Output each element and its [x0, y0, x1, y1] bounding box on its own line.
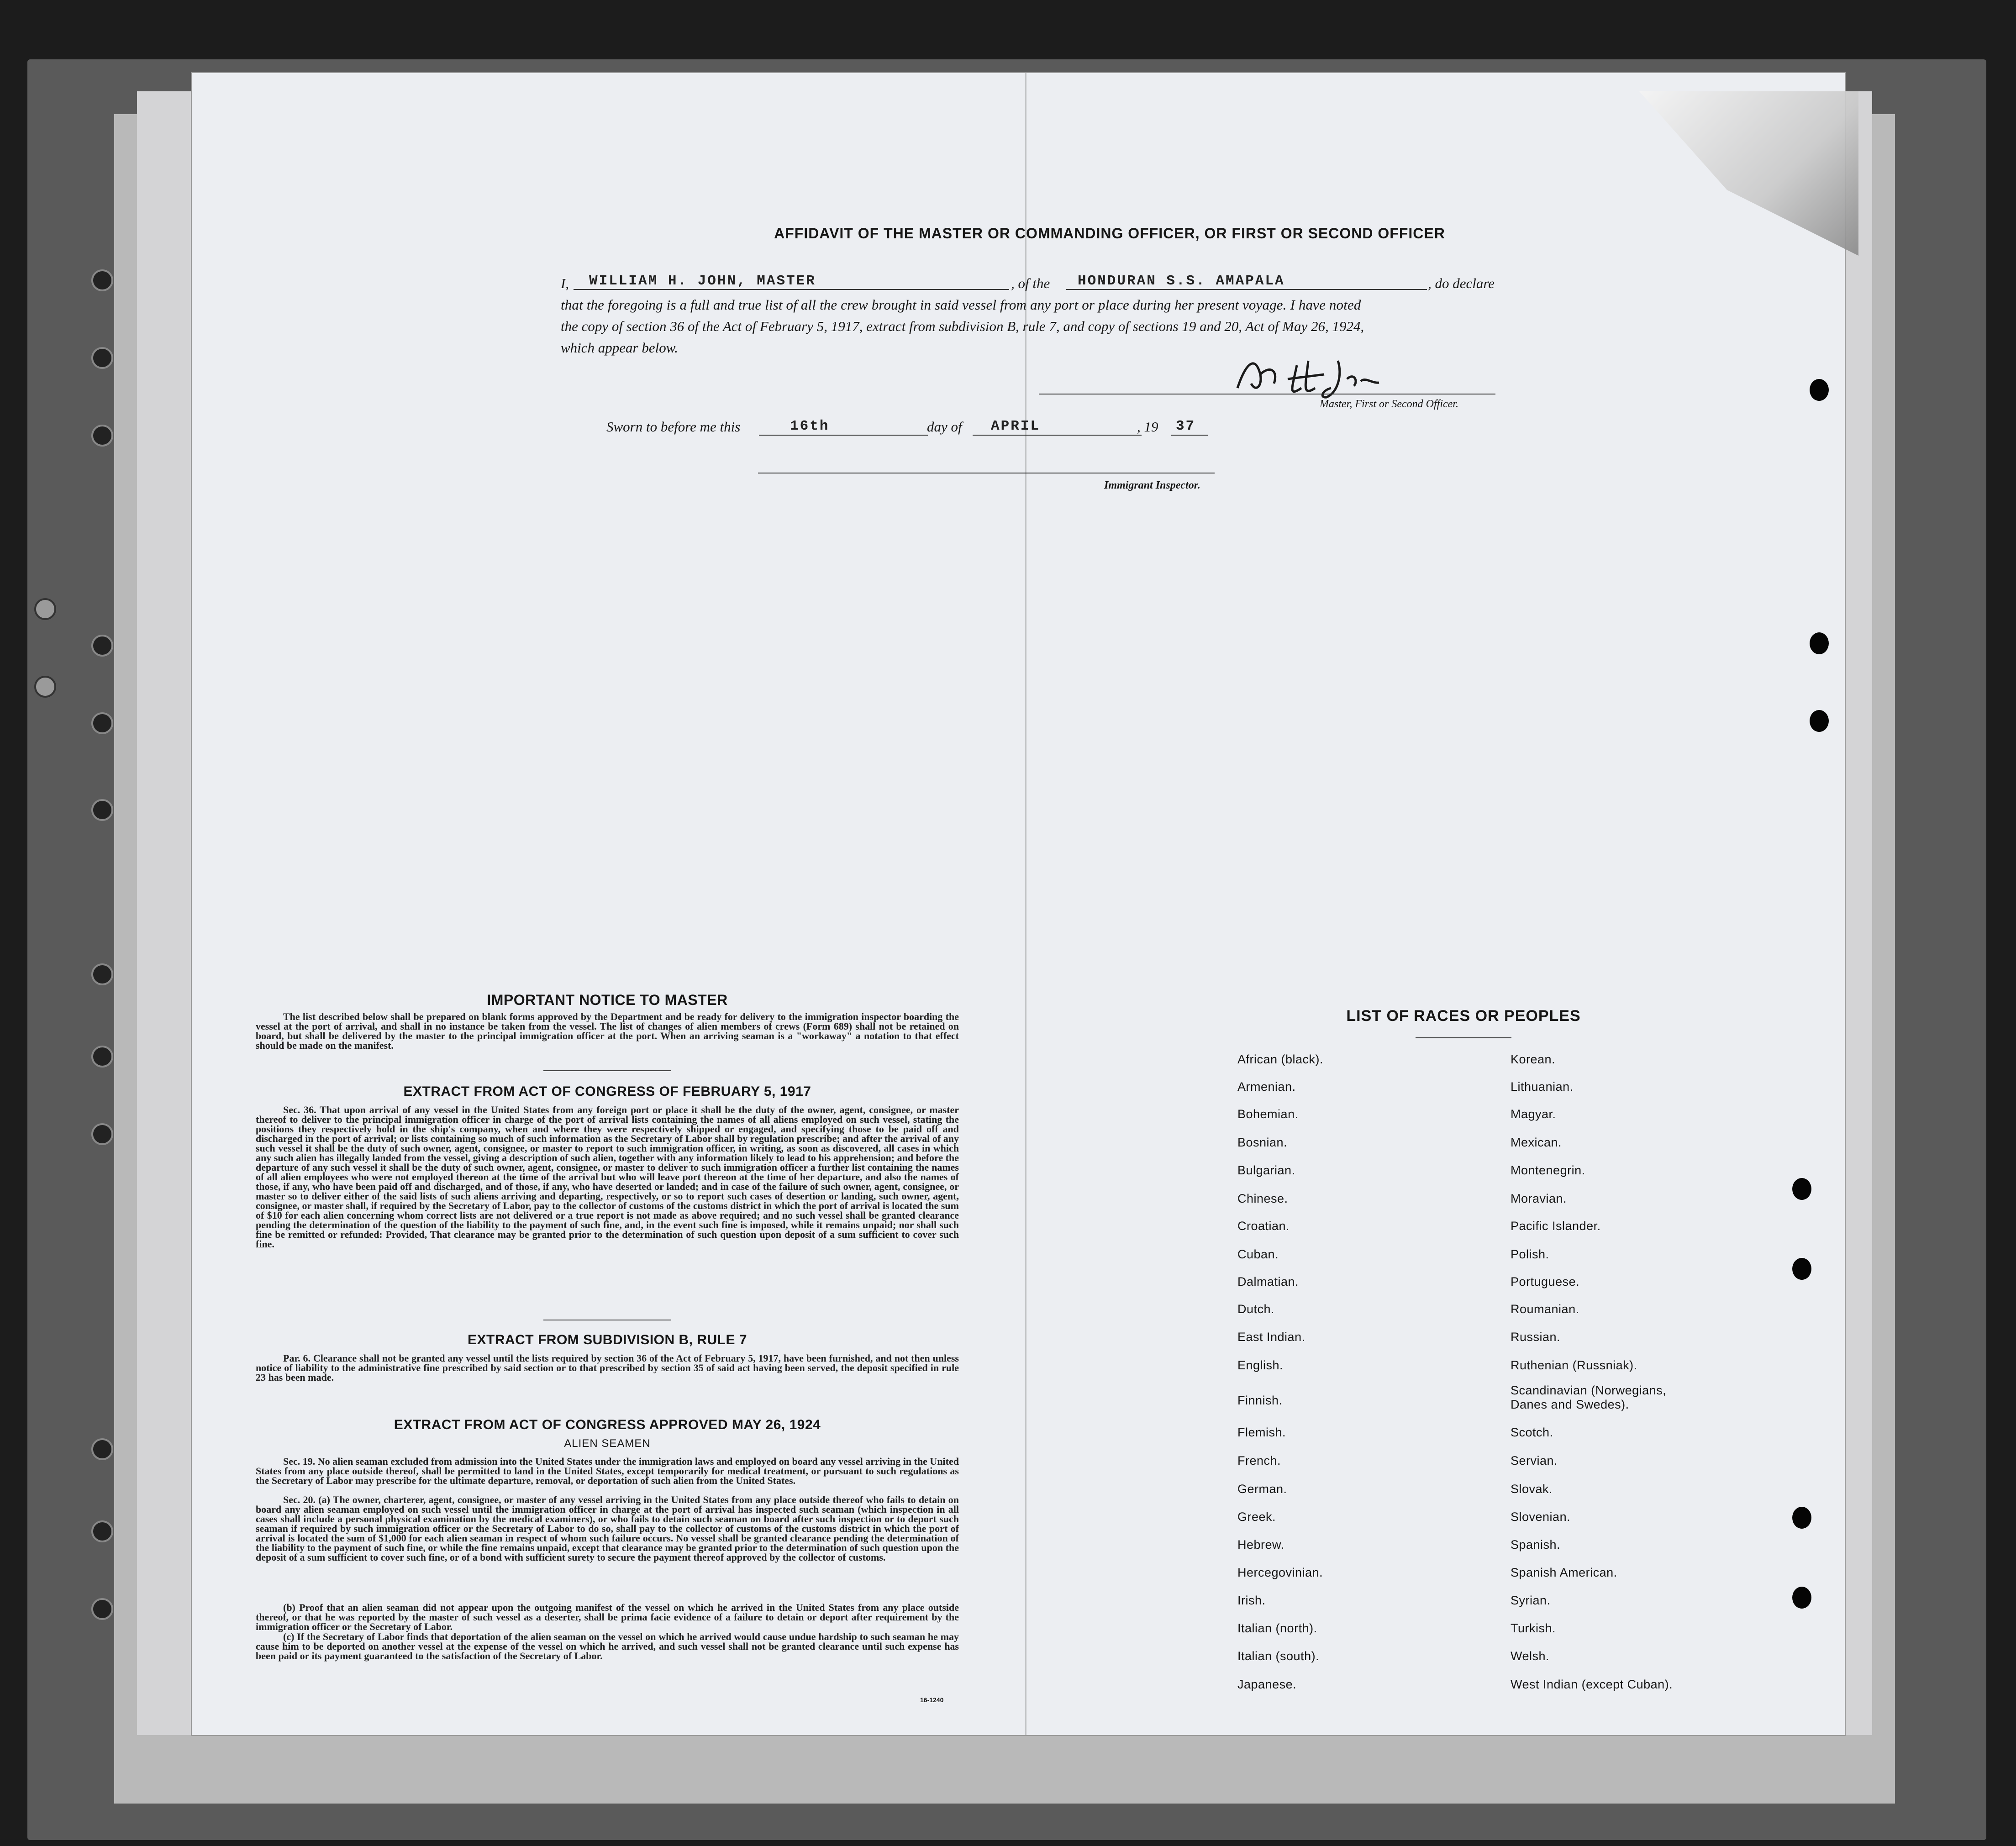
- race-item: Slovak.: [1511, 1482, 1553, 1496]
- race-item: Bulgarian.: [1237, 1163, 1295, 1177]
- race-item: Armenian.: [1237, 1080, 1296, 1094]
- race-item: Finnish.: [1237, 1394, 1283, 1407]
- section-36-text: Sec. 36. That upon arrival of any vessel in the United States from any foreign port or place it shall be the duty of the owner, agent, consignee, or master thereof to deliver to the principal immigration officer in charge of the port of arrival lists containing the names of all aliens employed on such vessel, stating the positions they respectively hold in the ship's company, when and where they were respectively shipped or engaged, and specifying those to be paid off and discharged in the port of arrival; or lists containing so much of such information as the Secretary of Labor shall by regulation prescribe; and after the arrival of any such vessel it shall be the duty of such owner, agent, consignee, or master to report to such immigration officer, in writing, as soon as discovered, all cases in which any such alien has illegally landed from the vessel, giving a description of such alien, together with any information likely to lead to his apprehension; and before the departure of any such vessel it shall be the duty of such owner, agent, consignee, or master to deliver to such immigration officer a further list containing the names of all alien employees who were not employed thereon at the time of the arrival but who will leave port thereon at the time of her departure, and also the names of those, if any, who have been paid off and discharged, and of those, if any, who have deserted or landed; and in case of the failure of such owner, agent, consignee, or master so to deliver either of the said lists of such aliens arriving and departing, respectively, or so to report such cases of desertion or landing, such owner, agent, consignee, or master shall, if required by the Secretary of Labor, pay to the collector of customs of the customs district in which the port of arrival is located the sum of $10 for each alien concerning whom correct lists are not delivered or a true report is not made as above required; and no such vessel shall be granted clearance pending the determination of the question of the liability to the payment of such fine, and, in the event such fine is imposed, while it remains unpaid; nor shall such fine be remitted or refunded: Provided, That clearance may be granted prior to the determination of such question upon deposit of a sum sufficient to cover such fine.: [256, 1104, 959, 1250]
- sworn-month-field: APRIL: [991, 418, 1041, 434]
- binder-hole: [34, 598, 56, 620]
- fill-line: [1171, 435, 1208, 436]
- fill-line: [1066, 289, 1427, 290]
- race-item: French.: [1237, 1454, 1281, 1467]
- year-prefix: , 19: [1137, 419, 1158, 435]
- race-item: Moravian.: [1511, 1192, 1567, 1205]
- punch-hole: [1792, 1507, 1811, 1529]
- affidavit-declare: , do declare: [1428, 275, 1495, 291]
- binder-hole: [91, 1520, 113, 1542]
- race-item: Irish.: [1237, 1594, 1266, 1607]
- form-number: 16-1240: [920, 1696, 944, 1704]
- race-item: East Indian.: [1237, 1330, 1305, 1344]
- race-item: Russian.: [1511, 1330, 1561, 1344]
- punch-hole: [1792, 1587, 1811, 1609]
- fill-line: [574, 289, 1009, 290]
- sworn-year-field: 37: [1176, 418, 1196, 434]
- binder-hole: [91, 799, 113, 821]
- section-20a-text: Sec. 20. (a) The owner, charterer, agent, consignee, or master of any vessel arriving in the United States from any place outside thereof who fails to detain on board any alien seaman employed on such vessel until the immigration officer in charge at the port of arrival has inspected such seaman (which inspection in all cases shall include a personal physical examination by the medical examiners), or who fails to detain such seaman on board after such inspection or to deport such seaman if required by such immigration officer or the Secretary of Labor to do so, shall pay to the collector of customs of the customs district in which the port of arrival is located the sum of $1,000 for each alien seaman in respect of whom such failure occurs. No vessel shall be granted clearance pending the determination of the liability to the payment of such fine, or while the fine remains unpaid, except that clearance may be granted prior to the determination of such question upon the deposit of a sum sufficient to cover such fine, or of a bond with sufficient surety to secure the payment thereof approved by the collector of customs.: [256, 1494, 959, 1563]
- race-item: Spanish.: [1511, 1538, 1561, 1551]
- race-item: Turkish.: [1511, 1621, 1556, 1635]
- race-item: Dutch.: [1237, 1302, 1275, 1316]
- race-item: Welsh.: [1511, 1649, 1550, 1663]
- race-item: Scotch.: [1511, 1425, 1553, 1439]
- binder-hole: [91, 1598, 113, 1620]
- punch-hole: [1792, 1178, 1811, 1200]
- binder-hole: [34, 676, 56, 698]
- race-item: African (black).: [1237, 1052, 1324, 1066]
- race-item: Bohemian.: [1237, 1107, 1299, 1121]
- par-6-text: Par. 6. Clearance shall not be granted any vessel until the lists required by section 36 of the Act of February 5, 1917, have been furnished, and not then unless notice of liability to the administrative fine prescribed by said section or to that prescribed by section 35 of said act having been served, the deposit specified in rule 23 has been made.: [256, 1352, 959, 1383]
- race-item: Pacific Islander.: [1511, 1219, 1601, 1233]
- signature-label: Master, First or Second Officer.: [1320, 398, 1458, 410]
- race-item: Spanish American.: [1511, 1566, 1617, 1579]
- affidavit-of-the: , of the: [1011, 275, 1050, 291]
- race-item: Roumanian.: [1511, 1302, 1579, 1316]
- race-item: Chinese.: [1237, 1192, 1288, 1205]
- affidavit-line-4: which appear below.: [561, 340, 678, 356]
- inspector-label: Immigrant Inspector.: [1104, 479, 1200, 491]
- race-item: Dalmatian.: [1237, 1275, 1299, 1289]
- affidavit-prefix: I,: [561, 275, 569, 291]
- race-item: Korean.: [1511, 1052, 1556, 1066]
- binder-hole: [91, 269, 113, 291]
- vessel-name-field: HONDURAN S.S. AMAPALA: [1078, 273, 1285, 289]
- day-of-label: day of: [927, 419, 962, 435]
- affidavit-line-2: that the foregoing is a full and true list of all the crew brought in said vessel from any port or place during her present voyage. I have noted: [561, 297, 1361, 313]
- race-item: Bosnian.: [1237, 1136, 1288, 1149]
- race-item: Scandinavian (Norwegians, Danes and Swedes).: [1511, 1383, 1667, 1411]
- race-item: Syrian.: [1511, 1594, 1551, 1607]
- race-item: Ruthenian (Russniak).: [1511, 1358, 1637, 1372]
- affidavit-line-3: the copy of section 36 of the Act of February 5, 1917, extract from subdivision B, rule 7, and copy of sections 19 and 20, Act of May 26, 1924,: [561, 318, 1364, 334]
- binder-hole: [91, 635, 113, 657]
- alien-seamen-subtitle: ALIEN SEAMEN: [564, 1437, 651, 1450]
- race-item: Japanese.: [1237, 1678, 1297, 1691]
- binder-hole: [91, 712, 113, 734]
- race-item: German.: [1237, 1482, 1287, 1496]
- extract-1924-title: EXTRACT FROM ACT OF CONGRESS APPROVED MAY 26, 1924: [394, 1417, 821, 1432]
- binder-hole: [91, 425, 113, 447]
- race-item: Flemish.: [1237, 1425, 1286, 1439]
- section-20b-text: (b) Proof that an alien seaman did not appear upon the outgoing manifest of the vessel on which he arrived in the United States from any place outside thereof, or that he was reported by the master of such vessel as a deserter, shall be prima facie evidence of a failure to detain or deport after requirement by the immigration officer or the Secretary of Labor.: [256, 1602, 959, 1632]
- races-title: LIST OF RACES OR PEOPLES: [1346, 1007, 1581, 1025]
- race-item: Hercegovinian.: [1237, 1566, 1323, 1579]
- race-item: Polish.: [1511, 1247, 1549, 1261]
- extract-1917-title: EXTRACT FROM ACT OF CONGRESS OF FEBRUARY 5, 1917: [403, 1084, 811, 1099]
- race-item: Servian.: [1511, 1454, 1558, 1467]
- fill-line: [973, 435, 1142, 436]
- section-divider: [543, 1070, 671, 1071]
- binder-hole: [91, 1123, 113, 1145]
- punch-hole: [1810, 710, 1829, 732]
- race-item: Mexican.: [1511, 1136, 1562, 1149]
- punch-hole: [1810, 379, 1829, 401]
- race-item: Portuguese.: [1511, 1275, 1580, 1289]
- punch-hole: [1792, 1258, 1811, 1280]
- binder-hole: [91, 347, 113, 369]
- race-item: Greek.: [1237, 1510, 1276, 1524]
- race-item: Magyar.: [1511, 1107, 1556, 1121]
- race-item: Italian (north).: [1237, 1621, 1317, 1635]
- master-name-field: WILLIAM H. JOHN, MASTER: [589, 273, 816, 289]
- binder-hole: [91, 1438, 113, 1460]
- sworn-day-field: 16th: [790, 418, 830, 434]
- race-item: West Indian (except Cuban).: [1511, 1678, 1673, 1691]
- section-20c-text: (c) If the Secretary of Labor finds that deportation of the alien seaman on the vessel on which he arrived would cause undue hardship to such seaman he may cause him to be deported on another vessel at the expense of the vessel on which he arrived, and such vessel shall not be granted clearance until such expense has been paid or its payment guaranteed to the satisfaction of the Secretary of Labor.: [256, 1631, 959, 1662]
- race-item: Lithuanian.: [1511, 1080, 1574, 1094]
- affidavit-title: AFFIDAVIT OF THE MASTER OR COMMANDING OFFICER, OR FIRST OR SECOND OFFICER: [774, 225, 1445, 242]
- fill-line: [759, 435, 928, 436]
- notice-body: The list described below shall be prepared on blank forms approved by the Department and be ready for delivery to the immigration inspector boarding the vessel at the port of arrival, and shall in no instance be taken from the vessel. The list of changes of alien members of crews (Form 689) shall not be retained on board, but shall be delivered by the master to the principal immigration officer at the port. When an arriving seaman is a "workaway" a notation to that effect should be made on the manifest.: [256, 1011, 959, 1051]
- title-underline: [1416, 1037, 1511, 1038]
- race-item: Italian (south).: [1237, 1649, 1320, 1663]
- section-19-text: Sec. 19. No alien seaman excluded from admission into the United States under the immigration laws and employed on board any vessel arriving in the United States from any place outside thereof, shall be permitted to land in the United States, except temporarily for medical treatment, or pursuant to such regulations as the Secretary of Labor may prescribe for the ultimate departure, removal, or deportation of such alien from the United States.: [256, 1456, 959, 1486]
- race-item: English.: [1237, 1358, 1284, 1372]
- race-item: Cuban.: [1237, 1247, 1279, 1261]
- sworn-prefix: Sworn to before me this: [606, 419, 741, 435]
- punch-hole: [1810, 632, 1829, 654]
- master-signature: [1228, 347, 1448, 406]
- race-item: Croatian.: [1237, 1219, 1290, 1233]
- binder-hole: [91, 1046, 113, 1068]
- extract-rule-7-title: EXTRACT FROM SUBDIVISION B, RULE 7: [467, 1332, 747, 1347]
- race-item: Slovenian.: [1511, 1510, 1571, 1524]
- binder-hole: [91, 963, 113, 985]
- race-item: Montenegrin.: [1511, 1163, 1585, 1177]
- notice-title: IMPORTANT NOTICE TO MASTER: [487, 992, 728, 1008]
- race-item: Hebrew.: [1237, 1538, 1284, 1551]
